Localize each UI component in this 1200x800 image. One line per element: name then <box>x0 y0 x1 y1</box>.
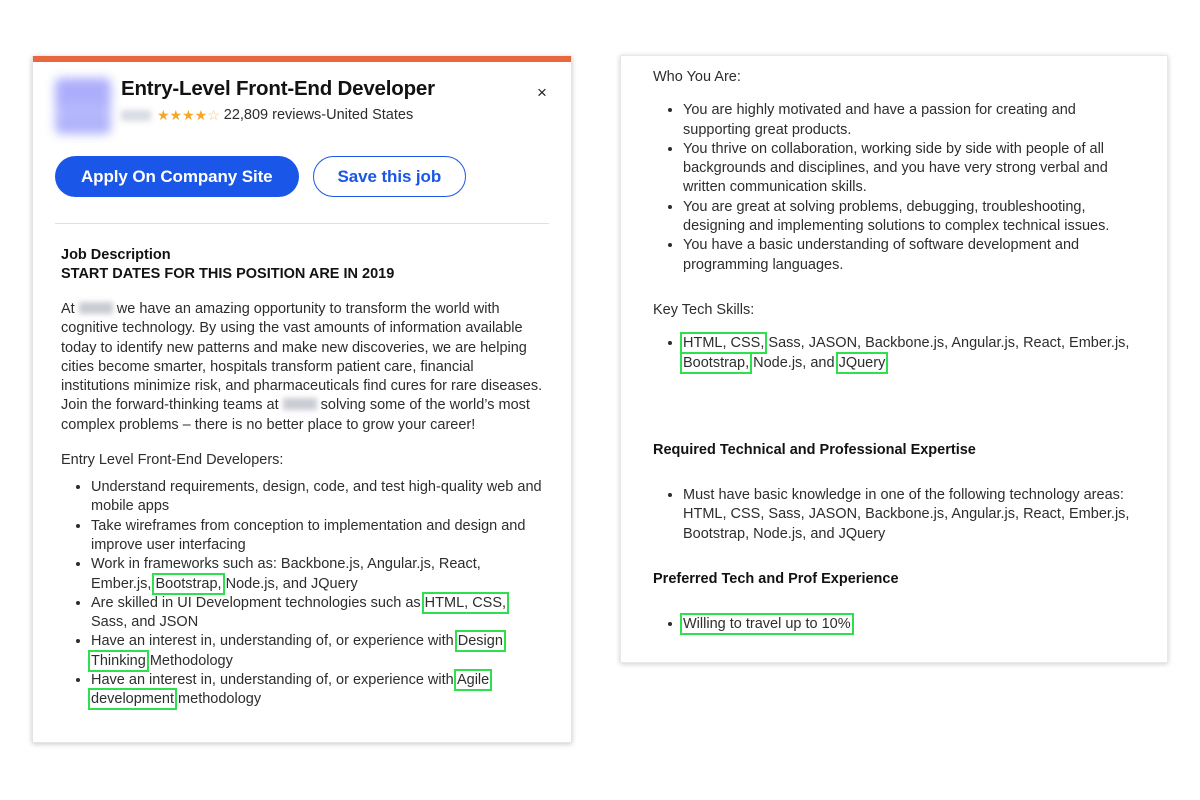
highlighted-term[interactable]: Agile development <box>91 672 490 708</box>
who-you-are-heading: Who You Are: <box>653 69 741 85</box>
apply-button[interactable]: Apply On Company Site <box>55 156 299 197</box>
list-item <box>91 517 543 556</box>
highlighted-term[interactable]: Bootstrap, <box>155 575 222 592</box>
job-description-body <box>33 224 571 720</box>
list-item <box>683 101 1137 140</box>
close-icon[interactable]: × <box>531 82 553 104</box>
intro-part-1: At <box>61 301 79 317</box>
who-you-are-list <box>653 101 1137 275</box>
list-item-text: You are highly motivated and have a passion for creating and supporting great products. <box>683 102 1076 138</box>
required-expertise-heading: Required Technical and Professional Expertise <box>653 441 976 458</box>
list-item-text: Methodology <box>145 652 233 669</box>
list-item-text: You are great at solving problems, debugging, troubleshooting, designing and implementing solutions to complex technical issues. <box>683 198 1110 235</box>
highlighted-term[interactable]: HTML, CSS, <box>424 594 507 611</box>
responsibilities-list <box>61 478 543 710</box>
responsibilities-intro: Entry Level Front-End Developers: <box>61 452 284 469</box>
list-item-text: Sass, JASON, Backbone.js, Angular.js, React, Ember.js, <box>764 335 1130 352</box>
intro-paragraph <box>61 300 543 435</box>
list-item-text: You have a basic understanding of software development and programming languages. <box>683 237 1080 273</box>
list-item <box>683 486 1137 544</box>
stars-filled: ★★★★ <box>157 107 208 123</box>
list-item <box>91 671 543 710</box>
list-item <box>683 198 1137 237</box>
job-detail-card <box>620 55 1168 663</box>
list-item-text: Take wireframes from conception to implementation and design and improve user interfacing <box>91 517 526 553</box>
list-item <box>683 236 1137 275</box>
list-item-text: Understand requirements, design, code, and test high-quality web and mobile apps <box>91 479 542 515</box>
company-redaction-1 <box>79 302 113 314</box>
list-item-text: methodology <box>174 691 262 708</box>
save-job-button[interactable]: Save this job <box>313 156 467 197</box>
spacer <box>653 373 1137 415</box>
spacer <box>653 275 1137 301</box>
preferred-experience-list <box>653 615 1137 634</box>
job-card <box>32 56 572 743</box>
start-dates-note: START DATES FOR THIS POSITION ARE IN 2019 <box>61 266 395 282</box>
job-description-heading: Job Description <box>61 247 171 263</box>
list-item-text: Are skilled in UI Development technologies such as <box>91 594 425 611</box>
page-title: Entry-Level Front-End Developer <box>121 77 435 100</box>
company-logo <box>55 78 111 134</box>
highlighted-term[interactable]: Willing to travel up to 10% <box>683 616 851 633</box>
review-count[interactable]: 22,809 reviews <box>223 107 322 123</box>
list-item-text: Have an interest in, understanding of, or experience with <box>91 633 458 650</box>
stars-empty: ☆ <box>207 107 220 123</box>
job-detail-body <box>621 56 1167 645</box>
list-item <box>683 615 1137 634</box>
required-expertise-list <box>653 486 1137 544</box>
job-actions <box>55 134 549 197</box>
list-item <box>91 594 543 633</box>
list-item <box>683 140 1137 198</box>
list-item-text: Sass, and JSON <box>91 614 199 631</box>
job-meta <box>121 106 549 124</box>
highlighted-term[interactable]: JQuery <box>838 354 886 371</box>
job-card-header <box>33 62 571 224</box>
key-tech-skills-list <box>653 334 1137 373</box>
list-item <box>91 478 543 517</box>
spacer <box>653 460 1137 486</box>
header-divider <box>55 223 549 224</box>
list-item-text: You thrive on collaboration, working side by side with people of all backgrounds and disciplines, and you have very strong verbal and written communication skills. <box>683 140 1108 196</box>
list-item-text: Must have basic knowledge in one of the following technology areas: HTML, CSS, Sass, JASON, Backbone.js, Angular.js, React, Ember.js, Bootstrap, Node.js, and JQuery <box>683 487 1130 542</box>
highlighted-term[interactable]: Bootstrap, <box>683 354 750 371</box>
intro-part-2: we have an amazing opportunity to transform the world with cognitive technology. By using the vast amounts of information available today to identify new patterns and make new discoveries, we are helping cities become smarter, hospitals transform patient care, financial institutions minimize risk, and pharmaceuticals find cures for rare diseases. Join the forward-thinking teams at <box>61 301 543 414</box>
list-item <box>683 334 1137 373</box>
key-tech-skills-heading: Key Tech Skills: <box>653 301 755 318</box>
highlighted-term[interactable]: Design Thinking <box>91 633 503 669</box>
list-item-text: Node.js, and JQuery <box>221 575 358 592</box>
rating-stars <box>157 106 220 124</box>
list-item-text: Have an interest in, understanding of, or experience with <box>91 672 457 689</box>
highlighted-term[interactable]: HTML, CSS, <box>683 335 765 352</box>
job-location: United States <box>326 107 414 123</box>
spacer <box>653 320 1137 334</box>
spacer <box>653 544 1137 570</box>
intro-part-3: solving some of the world’s most complex problems – there is no better place to grow your career! <box>61 397 530 433</box>
spacer <box>653 415 1137 441</box>
list-item <box>91 555 543 594</box>
list-item <box>91 632 543 671</box>
company-redaction-2 <box>283 398 317 410</box>
company-name-redacted <box>121 110 151 121</box>
preferred-experience-heading: Preferred Tech and Prof Experience <box>653 571 899 588</box>
list-item-text: Node.js, and <box>749 354 839 371</box>
list-item-text: Work in frameworks such as: Backbone.js, Angular.js, React, Ember.js, <box>91 556 481 592</box>
spacer <box>653 589 1137 615</box>
spacer <box>653 87 1137 101</box>
meta-separator: - <box>321 107 327 123</box>
